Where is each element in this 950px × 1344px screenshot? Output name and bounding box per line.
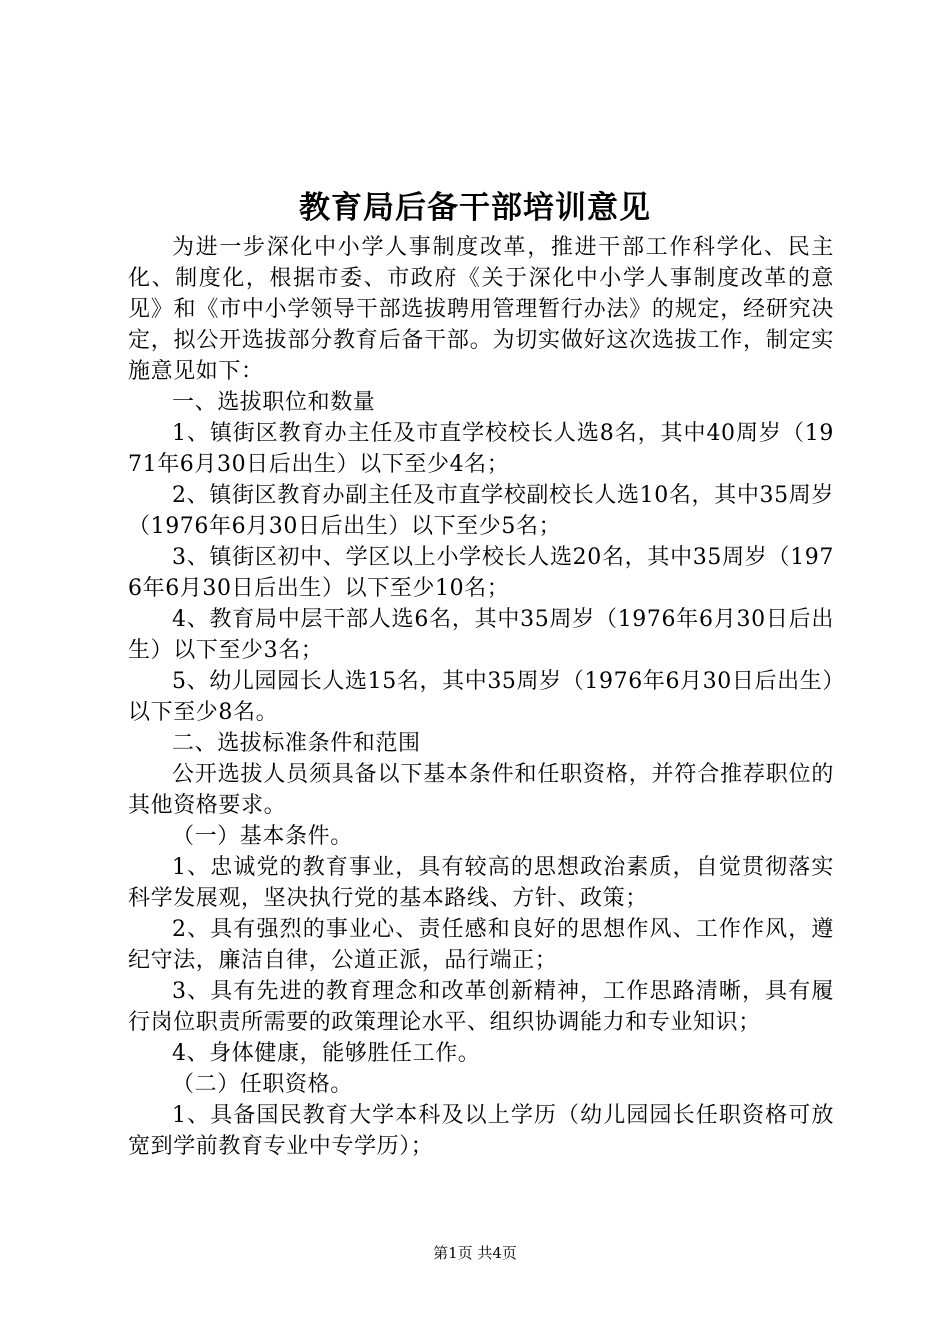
- list-item: 1、镇街区教育办主任及市直学校校长人选8名，其中40周岁（1971年6月30日后出生）以下至少4名；: [128, 421, 834, 477]
- body-paragraph: 公开选拔人员须具备以下基本条件和任职资格，并符合推荐职位的其他资格要求。: [128, 762, 834, 818]
- list-item: 2、镇街区教育办副主任及市直学校副校长人选10名，其中35周岁（1976年6月30日后出生）以下至少5名；: [128, 483, 834, 539]
- document-body: [128, 232, 834, 1162]
- subsection-heading: （一）基本条件。: [172, 824, 353, 849]
- document-title: 教育局后备干部培训意见: [299, 190, 651, 226]
- list-item: 1、具备国民教育大学本科及以上学历（幼儿园园长任职资格可放宽到学前教育专业中专学历）；: [128, 1103, 834, 1159]
- page-number-footer: 第1页 共4页: [433, 1244, 517, 1262]
- list-item: 5、幼儿园园长人选15名，其中35周岁（1976年6月30日后出生）以下至少8名。: [128, 669, 834, 725]
- list-item: 3、镇街区初中、学区以上小学校长人选20名，其中35周岁（1976年6月30日后出生）以下至少10名；: [128, 545, 834, 601]
- list-item: 3、具有先进的教育理念和改革创新精神，工作思路清晰，具有履行岗位职责所需要的政策理论水平、组织协调能力和专业知识；: [128, 979, 834, 1035]
- list-item: 4、教育局中层干部人选6名，其中35周岁（1976年6月30日后出生）以下至少3名；: [128, 607, 834, 663]
- subsection-heading: （二）任职资格。: [172, 1072, 353, 1097]
- list-item: 1、忠诚党的教育事业，具有较高的思想政治素质，自觉贯彻落实科学发展观，坚决执行党的基本路线、方针、政策；: [128, 855, 834, 911]
- list-item: 2、具有强烈的事业心、责任感和良好的思想作风、工作作风，遵纪守法，廉洁自律，公道正派，品行端正；: [128, 917, 834, 973]
- list-item: 4、身体健康，能够胜任工作。: [172, 1041, 481, 1066]
- intro-paragraph: 为进一步深化中小学人事制度改革，推进干部工作科学化、民主化、制度化，根据市委、市政府《关于深化中小学人事制度改革的意见》和《市中小学领导干部选拔聘用管理暂行办法》的规定，经研究决定，拟公开选拔部分教育后备干部。为切实做好这次选拔工作，制定实施意见如下：: [128, 235, 834, 384]
- section-heading-1: 一、选拔职位和数量: [172, 390, 376, 415]
- section-heading-2: 二、选拔标准条件和范围: [172, 731, 421, 756]
